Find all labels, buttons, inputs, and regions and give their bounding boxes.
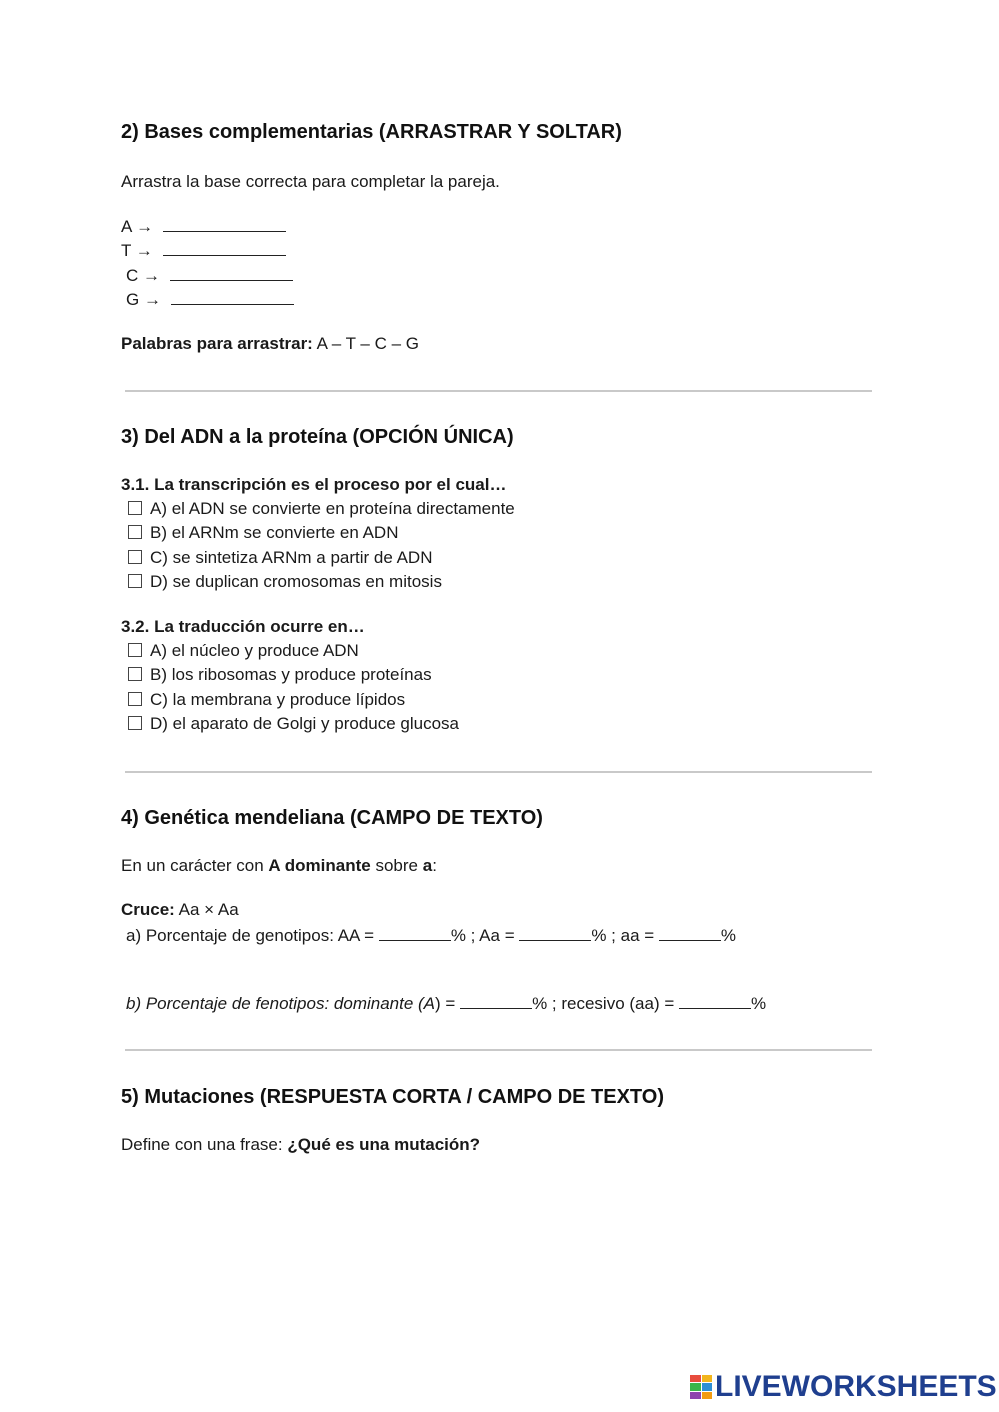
cross-line — [121, 900, 239, 920]
checkbox-icon[interactable] — [128, 667, 142, 681]
drop-zone-g[interactable] — [171, 289, 294, 305]
question-3-1: 3.1. La transcripción es el proceso por el cual… — [121, 475, 507, 494]
section-divider — [125, 771, 872, 773]
pair-base-label: T → — [121, 241, 153, 260]
checkbox-icon[interactable] — [128, 550, 142, 564]
pair-row-c — [126, 265, 293, 286]
checkbox-icon[interactable] — [128, 692, 142, 706]
section-5-prompt: Define con una frase: ¿Qué es una mutación? — [121, 1135, 481, 1154]
section-4-title: 4) Genética mendeliana (CAMPO DE TEXTO) — [121, 807, 543, 829]
section-divider — [125, 390, 872, 392]
drop-zone-a[interactable] — [163, 216, 286, 232]
checkbox-icon[interactable] — [128, 716, 142, 730]
section-5-title: 5) Mutaciones (RESPUESTA CORTA / CAMPO DE TEXTO) — [121, 1086, 665, 1108]
pair-row-g — [126, 289, 294, 310]
liveworksheets-logo-icon — [690, 1375, 712, 1399]
option-3-2-b[interactable]: B) los ribosomas y produce proteínas — [128, 665, 432, 685]
pair-base-label: C → — [126, 266, 160, 285]
checkbox-icon[interactable] — [128, 525, 142, 539]
section-divider — [125, 1049, 872, 1051]
cross-label: Cruce: — [121, 900, 175, 919]
question-3-2: 3.2. La traducción ocurre en… — [121, 617, 365, 636]
drag-words-line — [121, 334, 419, 354]
option-3-2-d[interactable]: D) el aparato de Golgi y produce glucosa — [128, 714, 459, 734]
pair-row-t — [121, 240, 286, 261]
aa-recessive-field[interactable] — [659, 925, 721, 941]
checkbox-icon[interactable] — [128, 574, 142, 588]
option-3-2-a[interactable]: A) el núcleo y produce ADN — [128, 641, 359, 661]
pair-base-label: G → — [126, 290, 161, 309]
aa-dominant-field[interactable] — [379, 925, 451, 941]
drag-words-list[interactable]: A – T – C – G — [312, 334, 420, 353]
aa-hetero-field[interactable] — [519, 925, 591, 941]
checkbox-icon[interactable] — [128, 501, 142, 515]
section-2-instruction: Arrastra la base correcta para completar la pareja. — [121, 172, 500, 191]
section-3-title: 3) Del ADN a la proteína (OPCIÓN ÚNICA) — [121, 426, 514, 448]
checkbox-icon[interactable] — [128, 643, 142, 657]
phenotype-line: b) Porcentaje de fenotipos: dominante (A) = % ; recesivo (aa) = % — [126, 994, 767, 1013]
section-4-intro: En un carácter con A dominante sobre a: — [121, 856, 437, 875]
pair-row-a — [121, 216, 286, 237]
section-2-title: 2) Bases complementarias (ARRASTRAR Y SOLTAR) — [121, 121, 622, 143]
option-3-1-c[interactable]: C) se sintetiza ARNm a partir de ADN — [128, 548, 432, 568]
cross-value: Aa × Aa — [174, 900, 239, 919]
drop-zone-t[interactable] — [163, 240, 286, 256]
liveworksheets-logo — [690, 1372, 997, 1402]
genotype-line: a) Porcentaje de genotipos: AA = % ; Aa = % ; aa = % — [126, 926, 737, 945]
option-3-2-c[interactable]: C) la membrana y produce lípidos — [128, 690, 405, 710]
option-3-1-d[interactable]: D) se duplican cromosomas en mitosis — [128, 572, 442, 592]
logo-text: LIVEWORKSHEETS — [715, 1370, 997, 1403]
pair-base-label: A → — [121, 217, 154, 236]
option-3-1-a[interactable]: A) el ADN se convierte en proteína directamente — [128, 499, 515, 519]
option-3-1-b[interactable]: B) el ARNm se convierte en ADN — [128, 523, 398, 543]
dominant-phenotype-field[interactable] — [460, 993, 532, 1009]
drag-words-label: Palabras para arrastrar: — [121, 334, 313, 353]
drop-zone-c[interactable] — [170, 265, 293, 281]
recessive-phenotype-field[interactable] — [679, 993, 751, 1009]
